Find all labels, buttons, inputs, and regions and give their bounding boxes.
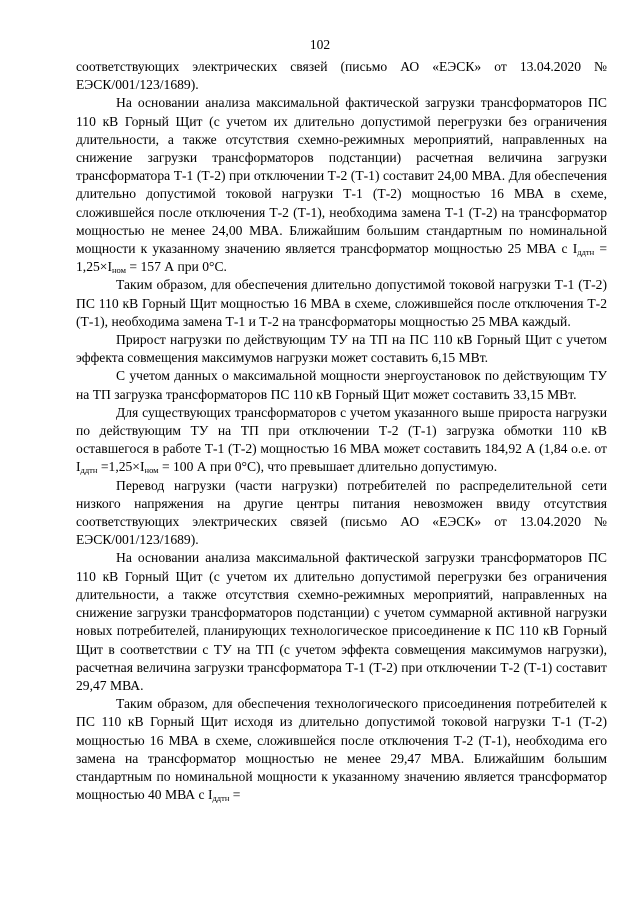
paragraph: Прирост нагрузки по действующим ТУ на ТП на ПС 110 кВ Горный Щит с учетом эффекта совмещения максимумов нагрузки может составить 6,15 МВт.: [76, 332, 607, 366]
document-body: [76, 58, 607, 804]
subscript: ном: [144, 465, 159, 476]
page-number: 102: [309, 37, 331, 52]
paragraph: Перевод нагрузки (части нагрузки) потребителей по распределительной сети низкого напряжения на другие центры питания невозможен ввиду отсутствия соответствующих электрических связей (письмо АО «ЕЭСК» от 13.04.2020 № ЕЭСК/001/123/1689).: [76, 477, 607, 548]
paragraph: Таким образом, для обеспечения технологического присоединения потребителей к ПС 110 кВ Горный Щит исходя из длительно допустимой токовой нагрузки Т-1 (Т-2) мощностью 16 МВА в схеме, сложившейся после отключения Т-2 (Т-1), необходима его замена на трансформатор мощностью не менее 29,47 МВА. Ближайшим большим стандартным по номинальной мощности к указанному значению является трансформатор мощностью 40 МВА с $I_{ддтн}$ =: [76, 696, 607, 804]
paragraph: С учетом данных о максимальной мощности энергоустановок по действующим ТУ на ТП загрузка трансформаторов ПС 110 кВ Горный Щит может составить 33,15 МВт.: [76, 368, 607, 402]
subscript: ддтн: [212, 793, 230, 804]
paragraph: соответствующих электрических связей (письмо АО «ЕЭСК» от 13.04.2020 № ЕЭСК/001/123/1689).: [76, 59, 607, 93]
paragraph: Таким образом, для обеспечения длительно допустимой токовой нагрузки Т-1 (Т-2) ПС 110 кВ Горный Щит мощностью 16 МВА в схеме, сложившейся после отключения Т-2 (Т-1), необходима замена Т-1 и Т-2 на трансформаторы мощностью 25 МВА каждый.: [76, 277, 607, 329]
paragraph: Для существующих трансформаторов с учетом указанного выше прироста нагрузки по действующим ТУ на ТП при отключении Т-2 (Т-1) загрузка обмотки 110 кВ оставшегося в работе Т-1 (Т-2) мощностью 16 МВА может составить 184,92 А (1,84 о.е. от $I_{ддтн} =1,25\times I_{ном} = 100$ А при 0°С), что превышает длительно допустимую.: [76, 404, 607, 476]
paragraph: На основании анализа максимальной фактической загрузки трансформаторов ПС 110 кВ Горный Щит (с учетом их длительно допустимой перегрузки без ограничения длительности, а также отсутствия схемно-режимных мероприятий, направленных на снижение загрузки трансформаторов подстанции) с учетом суммарной активной нагрузки новых потребителей, планирующих технологическое присоединение к ПС 110 кВ Горный Щит в соответствии с ТУ на ТП (с учетом эффекта совмещения максимумов нагрузки), расчетная величина загрузки трансформатора Т-1 (Т-2) при отключении Т-2 (Т-1) составит 29,47 МВА.: [76, 550, 607, 693]
paragraph: На основании анализа максимальной фактической загрузки трансформаторов ПС 110 кВ Горный Щит (с учетом их длительно допустимой перегрузки без ограничения длительности, а также отсутствия схемно-режимных мероприятий, направленных на снижение загрузки трансформаторов подстанции) расчетная величина загрузки трансформатора Т-1 (Т-2) при отключении Т-2 (Т-1) составит 24,00 МВА. Для обеспечения длительно допустимой токовой нагрузки Т-1 (Т-2) мощностью 16 МВА в схеме, сложившейся после отключения Т-2 (Т-1), необходима замена Т-1 (Т-2) на трансформатор мощностью не менее 24,00 МВА. Ближайшим большим стандартным по номинальной мощности к указанному значению является трансформатор мощностью 25 МВА с $I_{ддтн} = 1,25\times I_{ном} = 157$ А при 0°С.: [76, 95, 607, 276]
subscript: ддтн: [577, 247, 595, 258]
subscript: ном: [111, 265, 127, 276]
subscript: ддтн: [80, 465, 98, 476]
